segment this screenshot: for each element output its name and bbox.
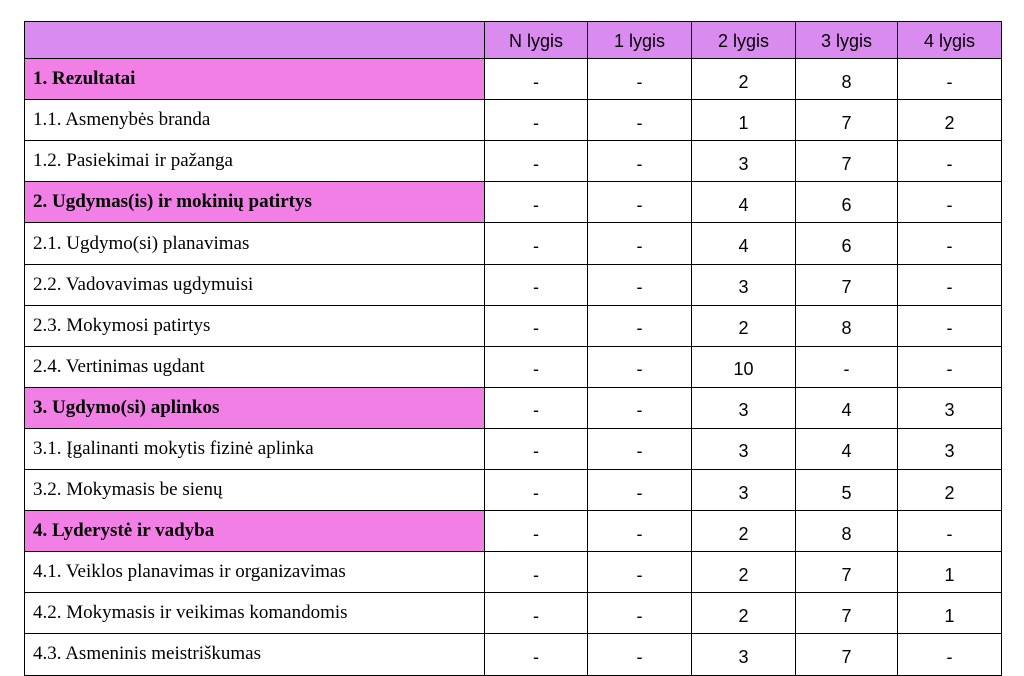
level-2-value: 2: [692, 59, 796, 100]
level-n-value: -: [485, 428, 588, 469]
section-row: [25, 511, 1002, 552]
level-n-value: -: [485, 387, 588, 428]
level-2-value: 3: [692, 141, 796, 182]
section-title: 1. Rezultatai: [25, 59, 485, 100]
level-1-value: -: [588, 182, 692, 223]
level-n-value: -: [485, 59, 588, 100]
header-level-3: 3 lygis: [796, 22, 898, 59]
table-row: [25, 346, 1002, 387]
level-n-value: -: [485, 511, 588, 552]
level-3-value: 5: [796, 470, 898, 511]
level-1-value: -: [588, 59, 692, 100]
level-2-value: 2: [692, 305, 796, 346]
level-3-value: 4: [796, 428, 898, 469]
level-4-value: 1: [898, 552, 1002, 593]
level-n-value: -: [485, 141, 588, 182]
section-title: 3. Ugdymo(si) aplinkos: [25, 387, 485, 428]
level-1-value: -: [588, 141, 692, 182]
level-4-value: -: [898, 305, 1002, 346]
section-row: [25, 387, 1002, 428]
level-1-value: -: [588, 511, 692, 552]
level-4-value: -: [898, 511, 1002, 552]
level-1-value: -: [588, 552, 692, 593]
level-2-value: 3: [692, 428, 796, 469]
criterion-name: 3.2. Mokymasis be sienų: [25, 470, 485, 511]
level-2-value: 2: [692, 511, 796, 552]
level-2-value: 10: [692, 346, 796, 387]
level-2-value: 4: [692, 223, 796, 264]
criterion-name: 2.3. Mokymosi patirtys: [25, 305, 485, 346]
section-row: [25, 59, 1002, 100]
criterion-name: 2.4. Vertinimas ugdant: [25, 346, 485, 387]
level-1-value: -: [588, 387, 692, 428]
level-1-value: -: [588, 100, 692, 141]
level-1-value: -: [588, 346, 692, 387]
level-4-value: 1: [898, 593, 1002, 634]
level-2-value: 3: [692, 470, 796, 511]
header-row: [25, 22, 1002, 59]
level-4-value: 3: [898, 387, 1002, 428]
header-level-2: 2 lygis: [692, 22, 796, 59]
level-n-value: -: [485, 100, 588, 141]
level-n-value: -: [485, 305, 588, 346]
level-n-value: -: [485, 470, 588, 511]
table-row: [25, 634, 1002, 675]
table-row: [25, 100, 1002, 141]
criterion-name: 1.1. Asmenybės branda: [25, 100, 485, 141]
level-1-value: -: [588, 264, 692, 305]
level-4-value: -: [898, 141, 1002, 182]
header-level-n: N lygis: [485, 22, 588, 59]
level-3-value: 7: [796, 264, 898, 305]
level-2-value: 3: [692, 387, 796, 428]
criterion-name: 2.2. Vadovavimas ugdymuisi: [25, 264, 485, 305]
level-3-value: 7: [796, 141, 898, 182]
evaluation-table: [24, 21, 1002, 676]
level-3-value: 7: [796, 634, 898, 675]
level-3-value: 4: [796, 387, 898, 428]
level-3-value: 6: [796, 223, 898, 264]
level-2-value: 1: [692, 100, 796, 141]
level-3-value: 8: [796, 59, 898, 100]
level-2-value: 3: [692, 264, 796, 305]
level-4-value: -: [898, 182, 1002, 223]
level-3-value: 8: [796, 305, 898, 346]
level-2-value: 2: [692, 593, 796, 634]
level-1-value: -: [588, 223, 692, 264]
level-4-value: 3: [898, 428, 1002, 469]
level-n-value: -: [485, 264, 588, 305]
level-4-value: -: [898, 223, 1002, 264]
table-row: [25, 552, 1002, 593]
table-row: [25, 470, 1002, 511]
level-n-value: -: [485, 182, 588, 223]
table-row: [25, 305, 1002, 346]
level-4-value: -: [898, 634, 1002, 675]
section-row: [25, 182, 1002, 223]
level-2-value: 4: [692, 182, 796, 223]
criterion-name: 4.2. Mokymasis ir veikimas komandomis: [25, 593, 485, 634]
level-1-value: -: [588, 428, 692, 469]
level-4-value: -: [898, 264, 1002, 305]
section-title: 4. Lyderystė ir vadyba: [25, 511, 485, 552]
table-row: [25, 428, 1002, 469]
header-level-1: 1 lygis: [588, 22, 692, 59]
level-4-value: 2: [898, 470, 1002, 511]
criterion-name: 3.1. Įgalinanti mokytis fizinė aplinka: [25, 428, 485, 469]
level-4-value: -: [898, 59, 1002, 100]
level-n-value: -: [485, 552, 588, 593]
table-row: [25, 264, 1002, 305]
level-3-value: 8: [796, 511, 898, 552]
level-n-value: -: [485, 223, 588, 264]
level-3-value: 7: [796, 100, 898, 141]
level-2-value: 2: [692, 552, 796, 593]
criterion-name: 1.2. Pasiekimai ir pažanga: [25, 141, 485, 182]
section-title: 2. Ugdymas(is) ir mokinių patirtys: [25, 182, 485, 223]
level-1-value: -: [588, 634, 692, 675]
criterion-name: 4.3. Asmeninis meistriškumas: [25, 634, 485, 675]
level-2-value: 3: [692, 634, 796, 675]
header-corner-cell: [25, 22, 485, 59]
level-3-value: -: [796, 346, 898, 387]
level-3-value: 7: [796, 552, 898, 593]
level-1-value: -: [588, 593, 692, 634]
header-level-4: 4 lygis: [898, 22, 1002, 59]
criterion-name: 4.1. Veiklos planavimas ir organizavimas: [25, 552, 485, 593]
level-1-value: -: [588, 470, 692, 511]
table-row: [25, 223, 1002, 264]
level-n-value: -: [485, 346, 588, 387]
level-4-value: 2: [898, 100, 1002, 141]
level-1-value: -: [588, 305, 692, 346]
level-3-value: 6: [796, 182, 898, 223]
table-row: [25, 593, 1002, 634]
level-n-value: -: [485, 593, 588, 634]
level-n-value: -: [485, 634, 588, 675]
level-3-value: 7: [796, 593, 898, 634]
table-row: [25, 141, 1002, 182]
criterion-name: 2.1. Ugdymo(si) planavimas: [25, 223, 485, 264]
level-4-value: -: [898, 346, 1002, 387]
